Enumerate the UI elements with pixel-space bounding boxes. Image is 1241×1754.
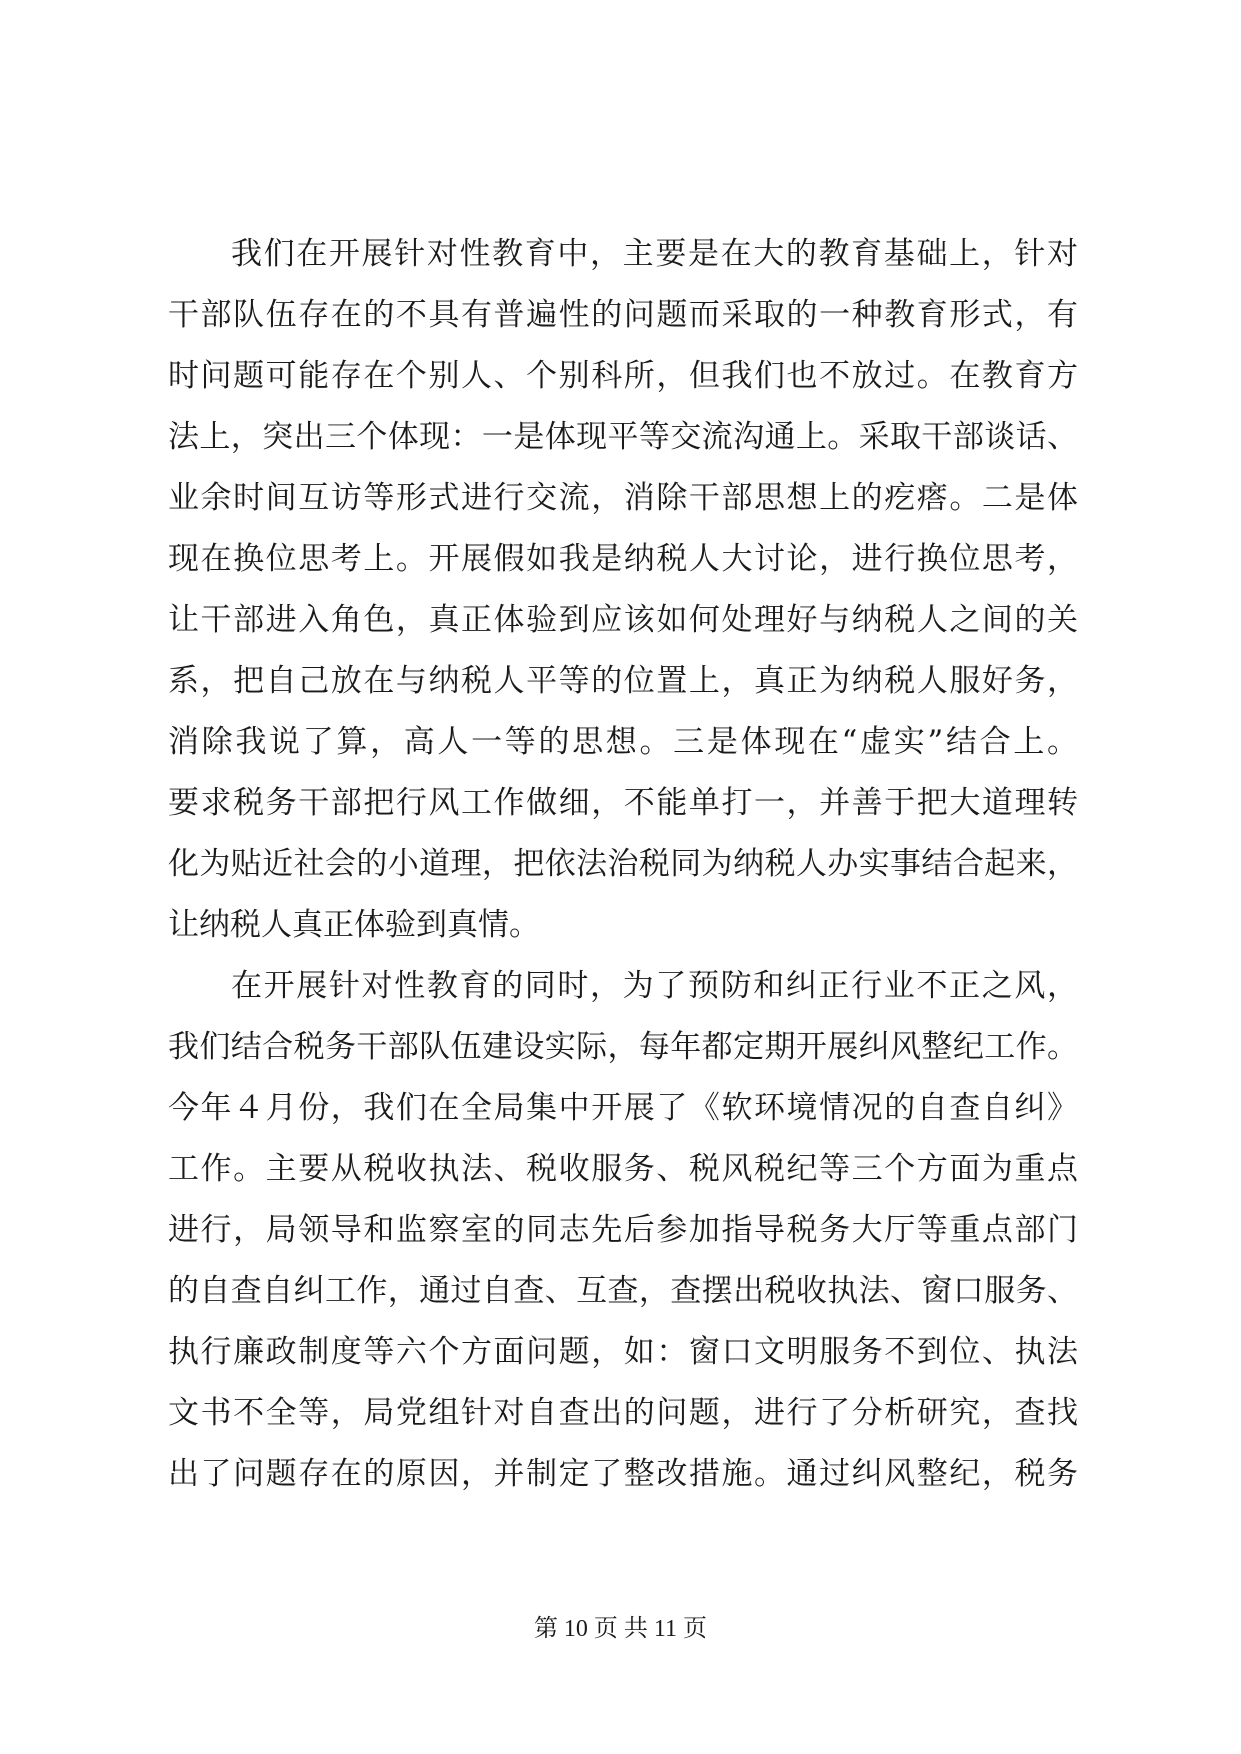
paragraph-2 — [168, 956, 1078, 1505]
text-line: 让干部进入角色，真正体验到应该如何处理好与纳税人之间的关 — [168, 602, 1078, 638]
text-line: 文书不全等，局党组针对自查出的问题，进行了分析研究，查找 — [168, 1395, 1078, 1431]
text-line: 我们结合税务干部队伍建设实际，每年都定期开展纠风整纪工作。 — [168, 1029, 1078, 1065]
text-line: 执行廉政制度等六个方面问题，如：窗口文明服务不到位、执法 — [168, 1334, 1078, 1370]
text-line: 法上，突出三个体现：一是体现平等交流沟通上。采取干部谈话、 — [168, 419, 1078, 455]
text-line: 在开展针对性教育的同时，为了预防和纠正行业不正之风， — [231, 968, 1078, 1004]
text-line: 今年４月份，我们在全局集中开展了《软环境情况的自查自纠》 — [168, 1090, 1078, 1126]
paragraph-1 — [168, 224, 1078, 956]
text-line: 让纳税人真正体验到真情。 — [168, 907, 540, 943]
text-line: 的自查自纠工作，通过自查、互查，查摆出税收执法、窗口服务、 — [168, 1273, 1078, 1309]
text-line: 工作。主要从税收执法、税收服务、税风税纪等三个方面为重点 — [168, 1151, 1078, 1187]
text-line: 我们在开展针对性教育中，主要是在大的教育基础上，针对 — [231, 236, 1078, 272]
text-line: 时问题可能存在个别人、个别科所，但我们也不放过。在教育方 — [168, 358, 1078, 394]
text-line: 要求税务干部把行风工作做细，不能单打一，并善于把大道理转 — [168, 785, 1078, 821]
text-line: 消除我说了算，高人一等的思想。三是体现在“虚实”结合上。 — [168, 724, 1078, 760]
text-line: 干部队伍存在的不具有普遍性的问题而采取的一种教育形式，有 — [168, 297, 1078, 333]
document-body — [168, 224, 1078, 1505]
text-line: 出了问题存在的原因，并制定了整改措施。通过纠风整纪，税务 — [168, 1456, 1078, 1492]
text-line: 系，把自己放在与纳税人平等的位置上，真正为纳税人服好务， — [168, 663, 1078, 699]
text-line: 化为贴近社会的小道理，把依法治税同为纳税人办实事结合起来， — [168, 846, 1078, 882]
text-line: 进行，局领导和监察室的同志先后参加指导税务大厅等重点部门 — [168, 1212, 1078, 1248]
text-line: 现在换位思考上。开展假如我是纳税人大讨论，进行换位思考， — [168, 541, 1078, 577]
text-line: 业余时间互访等形式进行交流，消除干部思想上的疙瘩。二是体 — [168, 480, 1078, 516]
page-number-footer: 第 10 页 共 11 页 — [533, 1616, 708, 1642]
